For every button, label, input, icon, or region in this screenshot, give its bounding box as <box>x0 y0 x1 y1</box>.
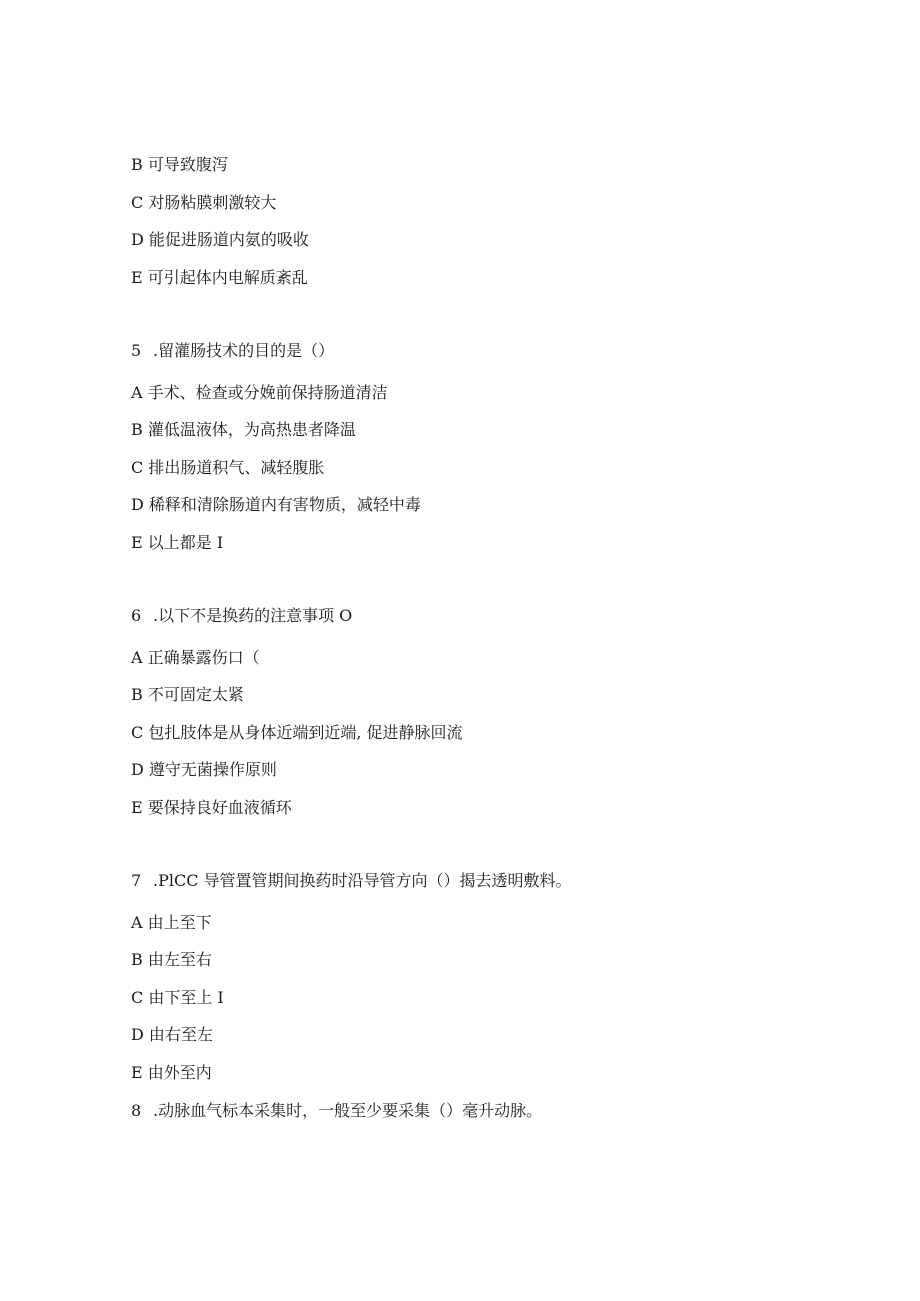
q5-text: .留灌肠技术的目的是（） <box>153 341 335 360</box>
q6-option-d: D 遵守无菌操作原则 <box>131 760 277 779</box>
q5-number: 5 <box>131 341 142 360</box>
q7-stem <box>131 871 572 891</box>
q6-stem <box>131 606 352 626</box>
q8-number: 8 <box>131 1101 142 1120</box>
q5-option-e: E 以上都是 I <box>131 533 224 552</box>
q7-number: 7 <box>131 871 142 890</box>
q4-option-b: B 可导致腹泻 <box>131 155 228 174</box>
q5-option-a: A 手术、检查或分娩前保持肠道清洁 <box>131 383 388 402</box>
q8-stem <box>131 1101 542 1121</box>
q5-option-c: C 排出肠道积气、减轻腹胀 <box>131 458 325 477</box>
q7-option-d: D 由右至左 <box>131 1025 213 1044</box>
q7-text: .PlCC 导管置管期间换药时沿导管方向（）揭去透明敷料。 <box>153 871 572 890</box>
q7-option-e: E 由外至内 <box>131 1063 212 1082</box>
q4-option-d: D 能促进肠道内氨的吸收 <box>131 230 309 249</box>
q5-stem <box>131 341 334 361</box>
q4-option-c: C 对肠粘膜刺激较大 <box>131 193 277 212</box>
q5-option-b: B 灌低温液体，为高热患者降温 <box>131 420 356 439</box>
q6-number: 6 <box>131 606 142 625</box>
q6-option-c: C 包扎肢体是从身体近端到近端, 促进静脉回流 <box>131 723 463 742</box>
q5-option-d: D 稀释和清除肠道内有害物质，减轻中毒 <box>131 495 421 514</box>
q7-option-c: C 由下至上 I <box>131 988 224 1007</box>
q7-option-b: B 由左至右 <box>131 950 212 969</box>
q6-option-b: B 不可固定太紧 <box>131 685 244 704</box>
q6-option-a: A 正确暴露伤口（ <box>131 648 260 667</box>
q7-option-a: A 由上至下 <box>131 913 212 932</box>
q4-option-e: E 可引起体内电解质紊乱 <box>131 268 308 287</box>
q6-option-e: E 要保持良好血液循环 <box>131 798 292 817</box>
q8-text: .动脉血气标本采集时，一般至少要采集（）毫升动脉。 <box>153 1101 543 1120</box>
q6-text: .以下不是换药的注意事项 O <box>153 606 353 625</box>
